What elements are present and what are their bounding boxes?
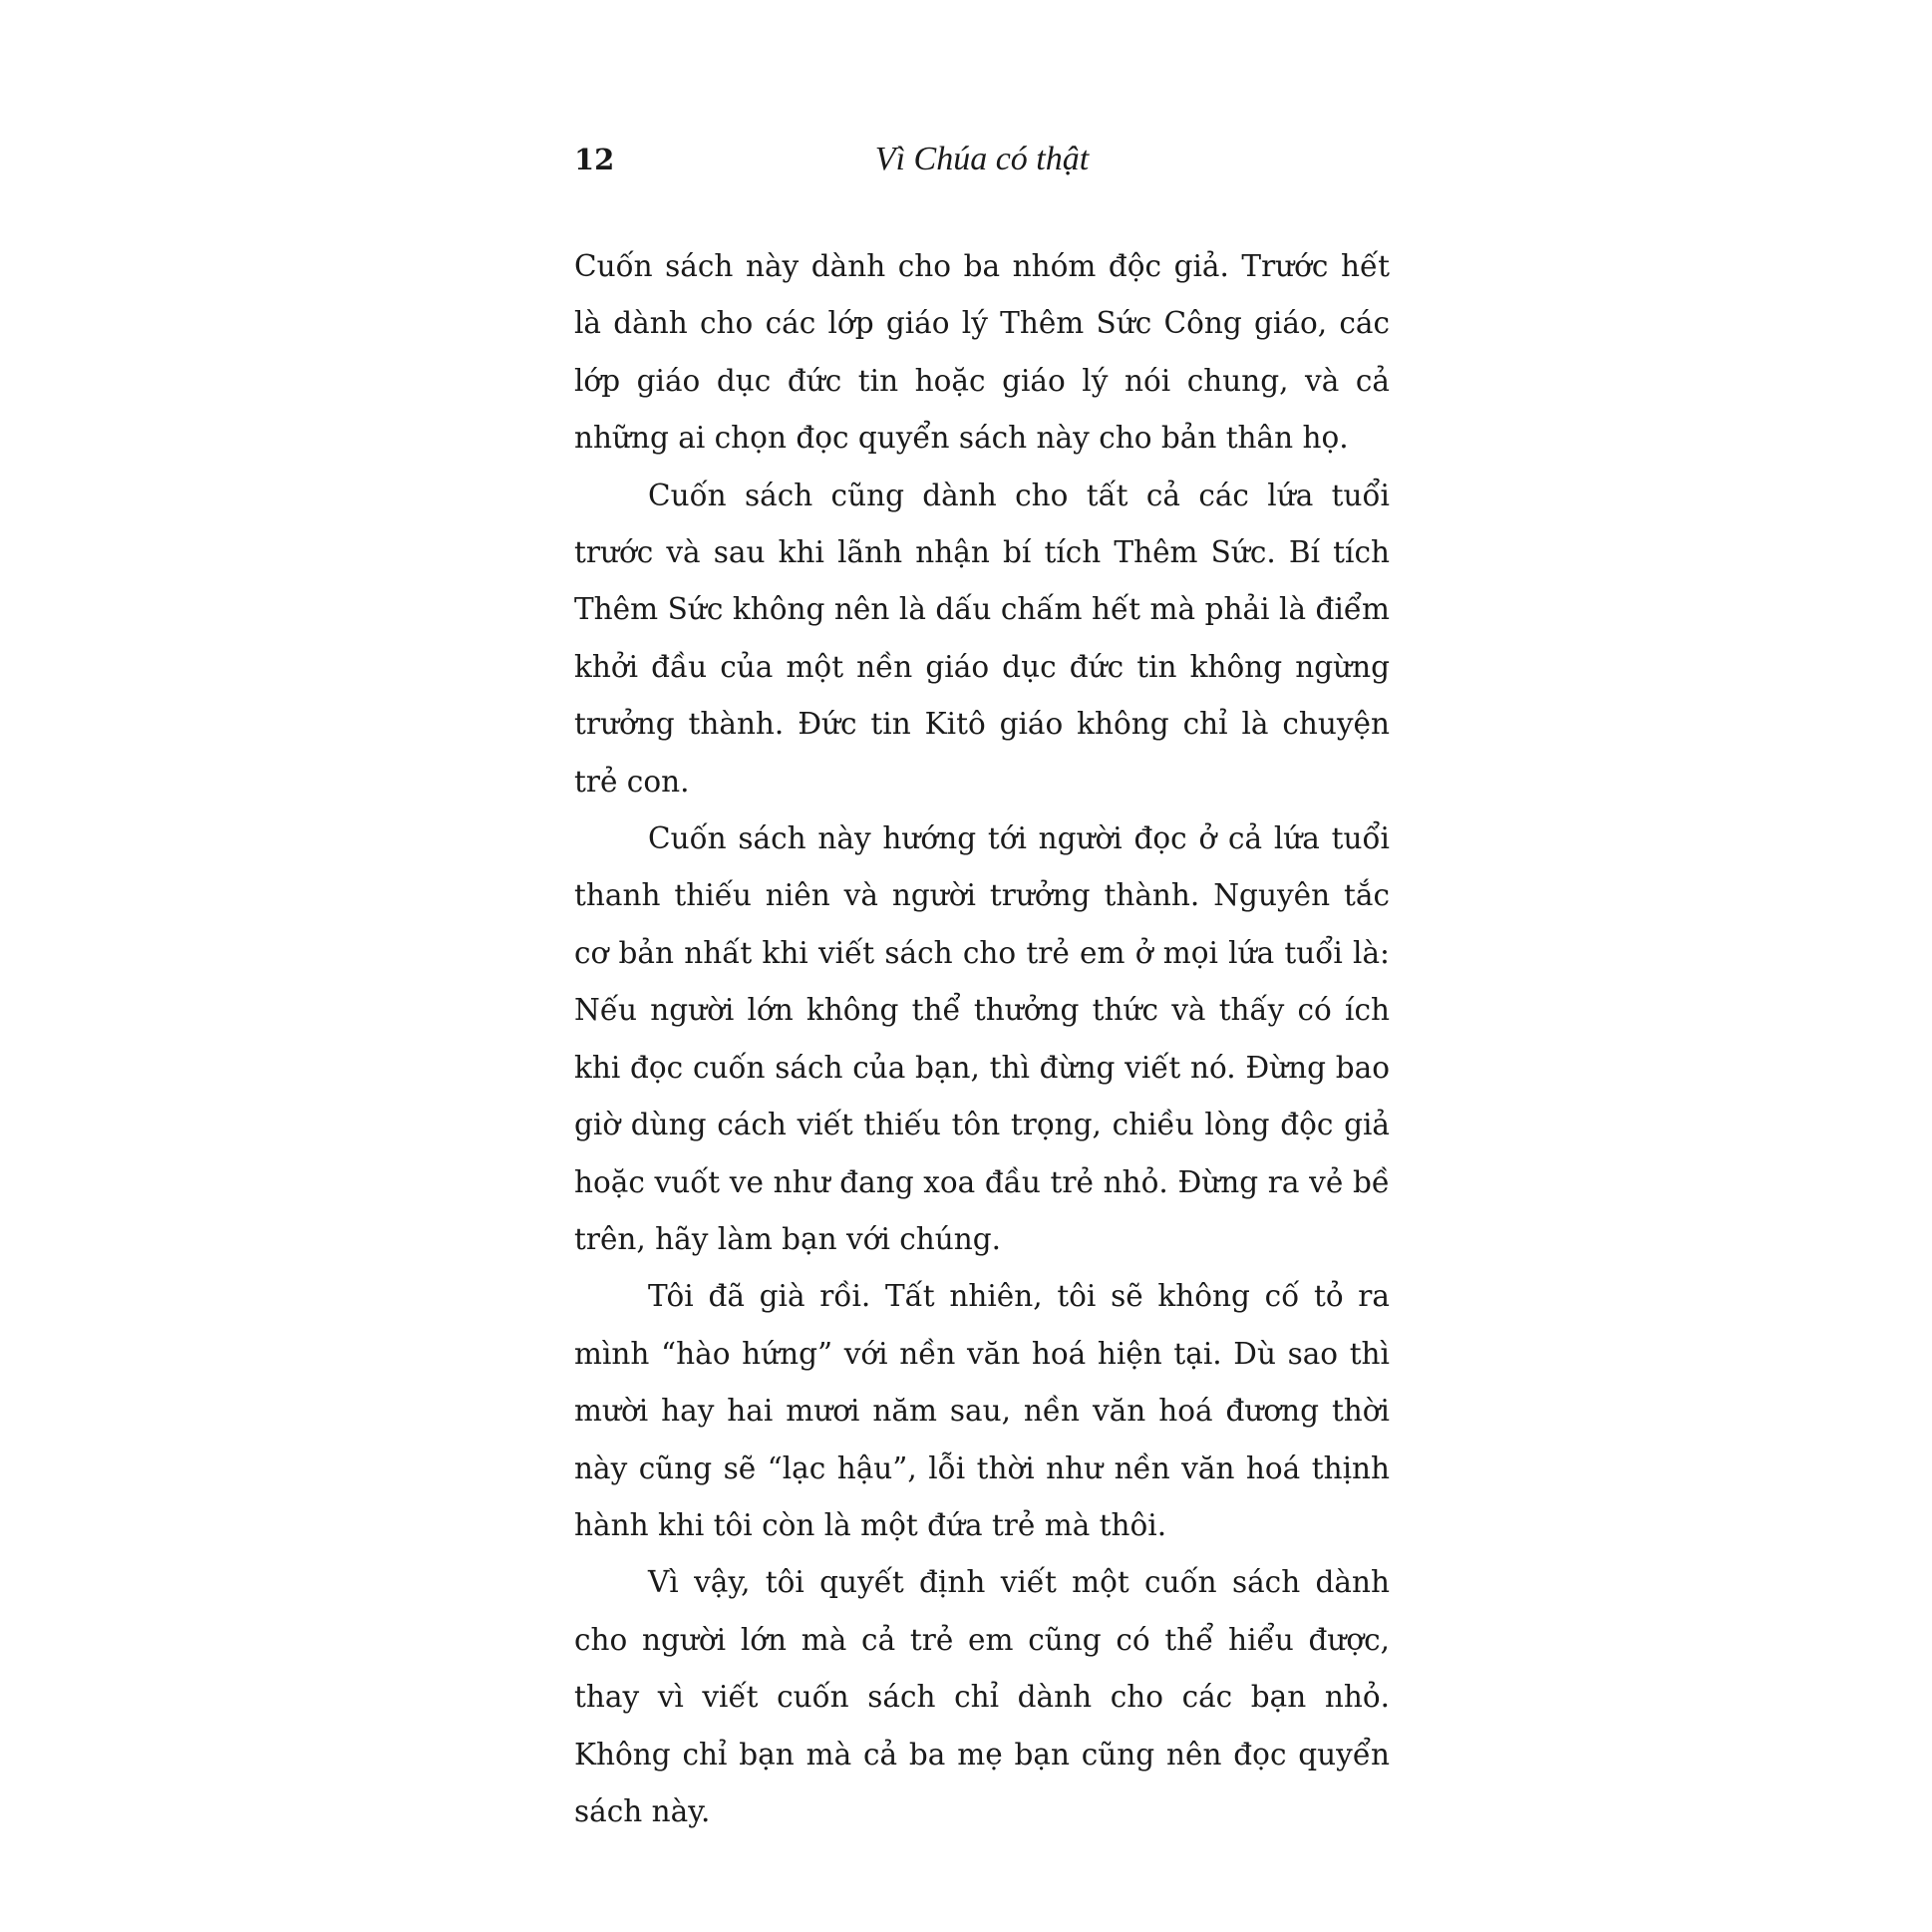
page-number: 12	[574, 143, 615, 176]
running-title: Vì Chúa có thật	[874, 141, 1090, 177]
paragraph-2: Cuốn sách cũng dành cho tất cả các lứa tuổi trước và sau khi lãnh nhận bí tích Thêm Sức. Bí tích Thêm Sức không nên là dấu chấm hết mà phải là điểm khởi đầu của một nền giáo dục đức tin không ngừng trưởng thành. Đức tin Kitô giáo không chỉ là chuyện trẻ con.	[574, 478, 1390, 799]
body-text	[574, 238, 1390, 1840]
paragraph-3: Cuốn sách này hướng tới người đọc ở cả lứa tuổi thanh thiếu niên và người trưởng thành. Nguyên tắc cơ bản nhất khi viết sách cho trẻ em ở mọi lứa tuổi là: Nếu người lớn không thể thưởng thức và thấy có ích khi đọc cuốn sách của bạn, thì đừng viết nó. Đừng bao giờ dùng cách viết thiếu tôn trọng, chiều lòng độc giả hoặc vuốt ve như đang xoa đầu trẻ nhỏ. Đừng ra vẻ bề trên, hãy làm bạn với chúng.	[574, 821, 1390, 1256]
paragraph-1: Cuốn sách này dành cho ba nhóm độc giả. Trước hết là dành cho các lớp giáo lý Thêm Sức Công giáo, các lớp giáo dục đức tin hoặc giáo lý nói chung, và cả những ai chọn đọc quyển sách này cho bản thân họ.	[574, 249, 1390, 456]
running-head	[574, 138, 1390, 181]
paragraph-4: Tôi đã già rồi. Tất nhiên, tôi sẽ không cố tỏ ra mình “hào hứng” với nền văn hoá hiện tại. Dù sao thì mười hay hai mươi năm sau, nền văn hoá đương thời này cũng sẽ “lạc hậu”, lỗi thời như nền văn hoá thịnh hành khi tôi còn là một đứa trẻ mà thôi.	[574, 1279, 1390, 1542]
paragraph-5: Vì vậy, tôi quyết định viết một cuốn sách dành cho người lớn mà cả trẻ em cũng có thể hiểu được, thay vì viết cuốn sách chỉ dành cho các bạn nhỏ. Không chỉ bạn mà cả ba mẹ bạn cũng nên đọc quyển sách này.	[574, 1565, 1390, 1828]
